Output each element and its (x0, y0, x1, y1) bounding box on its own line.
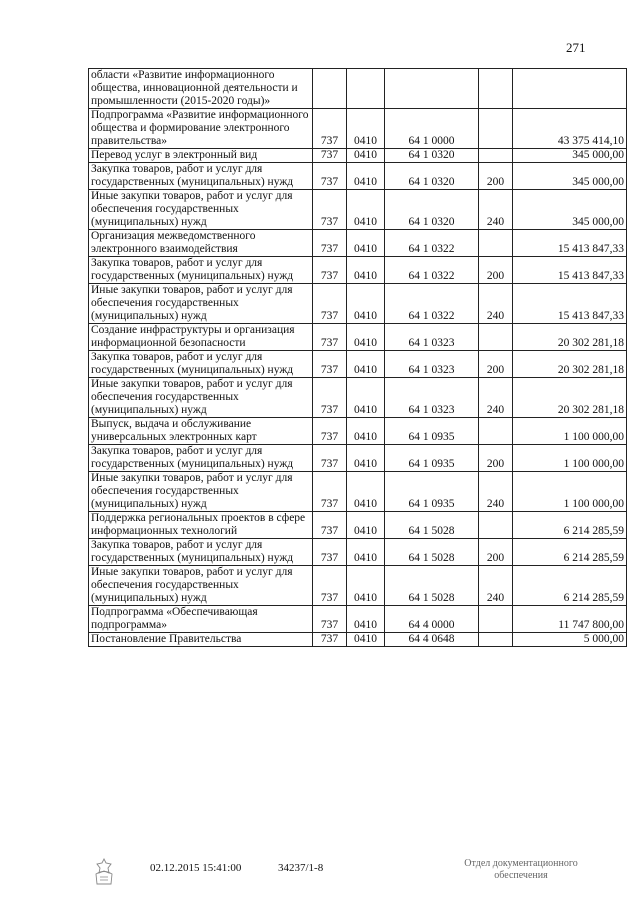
section-code-cell: 0410 (347, 633, 385, 647)
section-code-cell: 0410 (347, 539, 385, 566)
table-row (89, 324, 627, 351)
article-code-cell: 64 1 5028 (385, 566, 479, 606)
table-row (89, 606, 627, 633)
expense-type-cell: 200 (479, 257, 513, 284)
admin-code-cell: 737 (313, 163, 347, 190)
table-row (89, 284, 627, 324)
section-code-cell: 0410 (347, 284, 385, 324)
admin-code-cell: 737 (313, 190, 347, 230)
table-row (89, 539, 627, 566)
amount-cell: 345 000,00 (513, 163, 627, 190)
row-name-cell: Выпуск, выдача и обслуживание универсальных электронных карт (89, 418, 313, 445)
table-row (89, 633, 627, 647)
article-code-cell: 64 1 0935 (385, 418, 479, 445)
row-name-cell: Закупка товаров, работ и услуг для государственных (муниципальных) нужд (89, 445, 313, 472)
section-code-cell: 0410 (347, 149, 385, 163)
expense-type-cell (479, 230, 513, 257)
expense-type-cell: 240 (479, 284, 513, 324)
table-row (89, 69, 627, 109)
amount-cell: 1 100 000,00 (513, 472, 627, 512)
stamp-date: 02.12.2015 15:41:00 (150, 862, 242, 874)
article-code-cell: 64 4 0000 (385, 606, 479, 633)
section-code-cell (347, 69, 385, 109)
section-code-cell: 0410 (347, 324, 385, 351)
expense-type-cell (479, 606, 513, 633)
section-code-cell: 0410 (347, 512, 385, 539)
admin-code-cell: 737 (313, 418, 347, 445)
department-stamp (446, 858, 596, 882)
expense-type-cell (479, 69, 513, 109)
admin-code-cell: 737 (313, 378, 347, 418)
row-name-cell: Иные закупки товаров, работ и услуг для обеспечения государственных (муниципальных) нужд (89, 190, 313, 230)
amount-cell: 6 214 285,59 (513, 539, 627, 566)
amount-cell: 15 413 847,33 (513, 284, 627, 324)
table-row (89, 257, 627, 284)
amount-cell: 43 375 414,10 (513, 109, 627, 149)
row-name-cell: Иные закупки товаров, работ и услуг для обеспечения государственных (муниципальных) нужд (89, 566, 313, 606)
amount-cell: 15 413 847,33 (513, 230, 627, 257)
admin-code-cell: 737 (313, 284, 347, 324)
expense-type-cell: 200 (479, 351, 513, 378)
admin-code-cell: 737 (313, 230, 347, 257)
amount-cell (513, 69, 627, 109)
expense-type-cell (479, 512, 513, 539)
expense-type-cell (479, 633, 513, 647)
amount-cell: 345 000,00 (513, 149, 627, 163)
table-row (89, 230, 627, 257)
expense-type-cell (479, 418, 513, 445)
row-name-cell: Закупка товаров, работ и услуг для государственных (муниципальных) нужд (89, 163, 313, 190)
department-line: Отдел документационного (464, 858, 578, 869)
admin-code-cell: 737 (313, 566, 347, 606)
admin-code-cell: 737 (313, 109, 347, 149)
row-name-cell: Создание инфраструктуры и организация информационной безопасности (89, 324, 313, 351)
row-name-cell: Закупка товаров, работ и услуг для государственных (муниципальных) нужд (89, 351, 313, 378)
article-code-cell: 64 1 0320 (385, 163, 479, 190)
expense-type-cell: 200 (479, 163, 513, 190)
amount-cell: 6 214 285,59 (513, 566, 627, 606)
article-code-cell: 64 1 0322 (385, 230, 479, 257)
section-code-cell: 0410 (347, 190, 385, 230)
row-name-cell: Иные закупки товаров, работ и услуг для обеспечения государственных (муниципальных) нужд (89, 472, 313, 512)
section-code-cell: 0410 (347, 257, 385, 284)
section-code-cell: 0410 (347, 472, 385, 512)
article-code-cell: 64 1 0320 (385, 190, 479, 230)
section-code-cell: 0410 (347, 163, 385, 190)
article-code-cell: 64 1 0323 (385, 351, 479, 378)
expense-type-cell (479, 324, 513, 351)
admin-code-cell: 737 (313, 606, 347, 633)
article-code-cell: 64 1 0322 (385, 257, 479, 284)
admin-code-cell: 737 (313, 539, 347, 566)
expense-type-cell: 240 (479, 472, 513, 512)
article-code-cell (385, 69, 479, 109)
page-number: 271 (566, 40, 586, 55)
stamp-doc-number: 34237/1-8 (278, 862, 324, 874)
expense-type-cell (479, 149, 513, 163)
amount-cell: 1 100 000,00 (513, 418, 627, 445)
table-row (89, 190, 627, 230)
admin-code-cell (313, 69, 347, 109)
section-code-cell: 0410 (347, 109, 385, 149)
amount-cell: 5 000,00 (513, 633, 627, 647)
budget-table (88, 68, 627, 647)
expense-type-cell: 200 (479, 539, 513, 566)
table-row (89, 351, 627, 378)
article-code-cell: 64 1 0935 (385, 445, 479, 472)
section-code-cell: 0410 (347, 351, 385, 378)
row-name-cell: области «Развитие информационного общества, инновационной деятельности и промышленности (2015-2020 годы)» (89, 69, 313, 109)
article-code-cell: 64 4 0648 (385, 633, 479, 647)
admin-code-cell: 737 (313, 633, 347, 647)
expense-type-cell: 240 (479, 190, 513, 230)
coat-of-arms-icon (92, 858, 116, 886)
article-code-cell: 64 1 0320 (385, 149, 479, 163)
article-code-cell: 64 1 0000 (385, 109, 479, 149)
section-code-cell: 0410 (347, 378, 385, 418)
admin-code-cell: 737 (313, 257, 347, 284)
expense-type-cell: 240 (479, 566, 513, 606)
amount-cell: 345 000,00 (513, 190, 627, 230)
admin-code-cell: 737 (313, 472, 347, 512)
expense-type-cell: 240 (479, 378, 513, 418)
amount-cell: 6 214 285,59 (513, 512, 627, 539)
department-line: обеспечения (494, 870, 548, 881)
table-row (89, 472, 627, 512)
amount-cell: 20 302 281,18 (513, 324, 627, 351)
section-code-cell: 0410 (347, 230, 385, 257)
table-row (89, 378, 627, 418)
expense-type-cell (479, 109, 513, 149)
row-name-cell: Подпрограмма «Развитие информационного общества и формирование электронного правительства» (89, 109, 313, 149)
amount-cell: 15 413 847,33 (513, 257, 627, 284)
amount-cell: 20 302 281,18 (513, 351, 627, 378)
section-code-cell: 0410 (347, 418, 385, 445)
section-code-cell: 0410 (347, 445, 385, 472)
row-name-cell: Закупка товаров, работ и услуг для государственных (муниципальных) нужд (89, 257, 313, 284)
amount-cell: 1 100 000,00 (513, 445, 627, 472)
table-row (89, 109, 627, 149)
article-code-cell: 64 1 0323 (385, 378, 479, 418)
article-code-cell: 64 1 0323 (385, 324, 479, 351)
table-row (89, 512, 627, 539)
expense-type-cell: 200 (479, 445, 513, 472)
table-row (89, 566, 627, 606)
row-name-cell: Перевод услуг в электронный вид (89, 149, 313, 163)
amount-cell: 11 747 800,00 (513, 606, 627, 633)
row-name-cell: Подпрограмма «Обеспечивающая подпрограмма» (89, 606, 313, 633)
row-name-cell: Закупка товаров, работ и услуг для государственных (муниципальных) нужд (89, 539, 313, 566)
admin-code-cell: 737 (313, 351, 347, 378)
admin-code-cell: 737 (313, 149, 347, 163)
admin-code-cell: 737 (313, 512, 347, 539)
table-row (89, 445, 627, 472)
page-footer (0, 858, 640, 898)
row-name-cell: Постановление Правительства (89, 633, 313, 647)
admin-code-cell: 737 (313, 445, 347, 472)
article-code-cell: 64 1 0935 (385, 472, 479, 512)
article-code-cell: 64 1 0322 (385, 284, 479, 324)
section-code-cell: 0410 (347, 606, 385, 633)
article-code-cell: 64 1 5028 (385, 512, 479, 539)
amount-cell: 20 302 281,18 (513, 378, 627, 418)
row-name-cell: Иные закупки товаров, работ и услуг для обеспечения государственных (муниципальных) нужд (89, 284, 313, 324)
admin-code-cell: 737 (313, 324, 347, 351)
article-code-cell: 64 1 5028 (385, 539, 479, 566)
table-row (89, 149, 627, 163)
section-code-cell: 0410 (347, 566, 385, 606)
row-name-cell: Иные закупки товаров, работ и услуг для обеспечения государственных (муниципальных) нужд (89, 378, 313, 418)
row-name-cell: Организация межведомственного электронного взаимодействия (89, 230, 313, 257)
row-name-cell: Поддержка региональных проектов в сфере информационных технологий (89, 512, 313, 539)
table-row (89, 163, 627, 190)
table-row (89, 418, 627, 445)
